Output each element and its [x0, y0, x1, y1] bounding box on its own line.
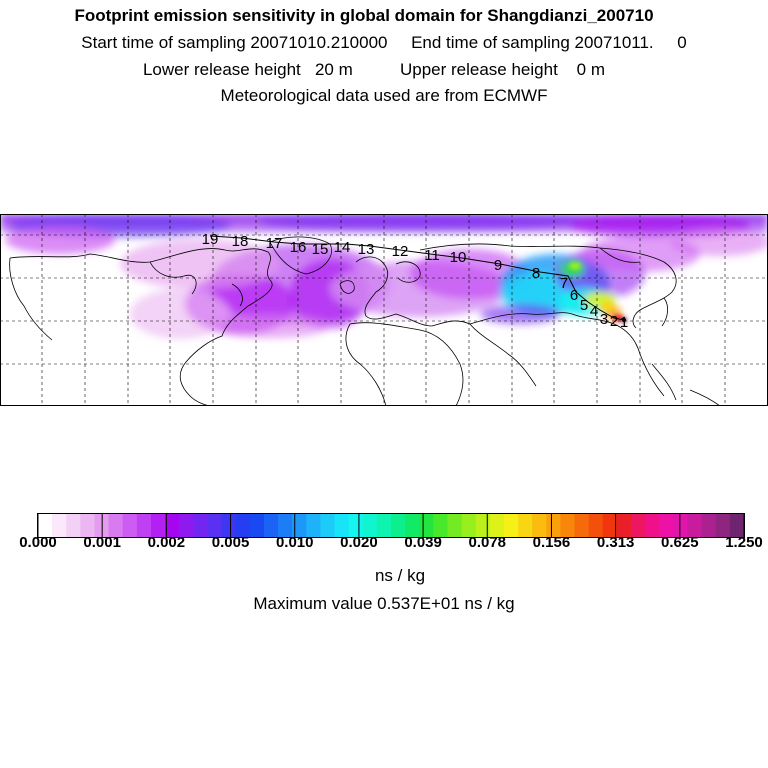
colorbar-tick-label: 0.039 [404, 534, 442, 550]
colorbar-cell [645, 514, 660, 537]
maximum-value: Maximum value 0.537E+01 ns / kg [253, 594, 515, 613]
colorbar-cell [504, 514, 519, 537]
colorbar-tick-label: 0.156 [532, 534, 571, 550]
trajectory-label-19: 19 [201, 231, 219, 248]
colorbar-tick-label: 0.020 [340, 534, 378, 550]
colorbar-tick-label: 1.250 [725, 534, 763, 550]
colorbar-cell [377, 514, 392, 537]
colorbar-tick-label: 0.078 [468, 534, 507, 550]
colorbar-cell [66, 514, 81, 537]
colorbar-tick-label: 0.005 [211, 534, 250, 550]
colorbar-tick-label: 0.313 [596, 534, 635, 550]
trajectory-label-11: 11 [424, 247, 440, 264]
colorbar-tick-label: 0.010 [275, 534, 314, 550]
colorbar-tick-label: 0.002 [147, 534, 186, 550]
trajectory-label-6: 6 [569, 287, 579, 304]
colorbar-tick-label: 0.001 [83, 534, 121, 550]
colorbar-unit: ns / kg [374, 566, 426, 585]
plot-title: Footprint emission sensitivity in global domain for Shangdianzi_200710 [74, 6, 654, 25]
colorbar-cell [447, 514, 462, 537]
trajectory-label-13: 13 [357, 241, 375, 258]
met-data-source: Meteorological data used are from ECMWF [220, 86, 548, 105]
colorbar-cells [38, 514, 745, 537]
footprint-map [0, 214, 768, 406]
colorbar-cell [575, 514, 590, 537]
trajectory-label-4: 4 [589, 303, 599, 320]
colorbar-cell [123, 514, 138, 537]
colorbar-tick-label: 0.625 [661, 534, 699, 550]
release-heights: Lower release height 20 m Upper release height 0 m [142, 60, 606, 79]
trajectory-label-3: 3 [599, 311, 609, 328]
trajectory-label-7: 7 [559, 275, 569, 292]
trajectory-label-18: 18 [231, 233, 249, 250]
colorbar-cell [320, 514, 335, 537]
trajectory-label-1: 1 [619, 314, 629, 331]
trajectory-label-15: 15 [311, 241, 329, 258]
trajectory-label-14: 14 [333, 239, 351, 256]
colorbar-cell [193, 514, 208, 537]
trajectory-label-16: 16 [289, 239, 307, 256]
trajectory-label-12: 12 [391, 243, 409, 260]
colorbar-tick-label: 0.000 [19, 534, 57, 550]
trajectory-label-10: 10 [449, 249, 467, 266]
trajectory-label-5: 5 [579, 297, 589, 314]
trajectory-label-8: 8 [531, 265, 541, 282]
trajectory-label-9: 9 [493, 257, 503, 274]
trajectory-label-2: 2 [609, 313, 619, 330]
colorbar-cell [518, 514, 533, 537]
sampling-times: Start time of sampling 20071010.210000 End time of sampling 20071011. 0 [81, 33, 687, 52]
trajectory-label-17: 17 [265, 235, 283, 252]
colorbar-cell [702, 514, 717, 537]
colorbar [0, 510, 768, 550]
colorbar-cell [250, 514, 265, 537]
